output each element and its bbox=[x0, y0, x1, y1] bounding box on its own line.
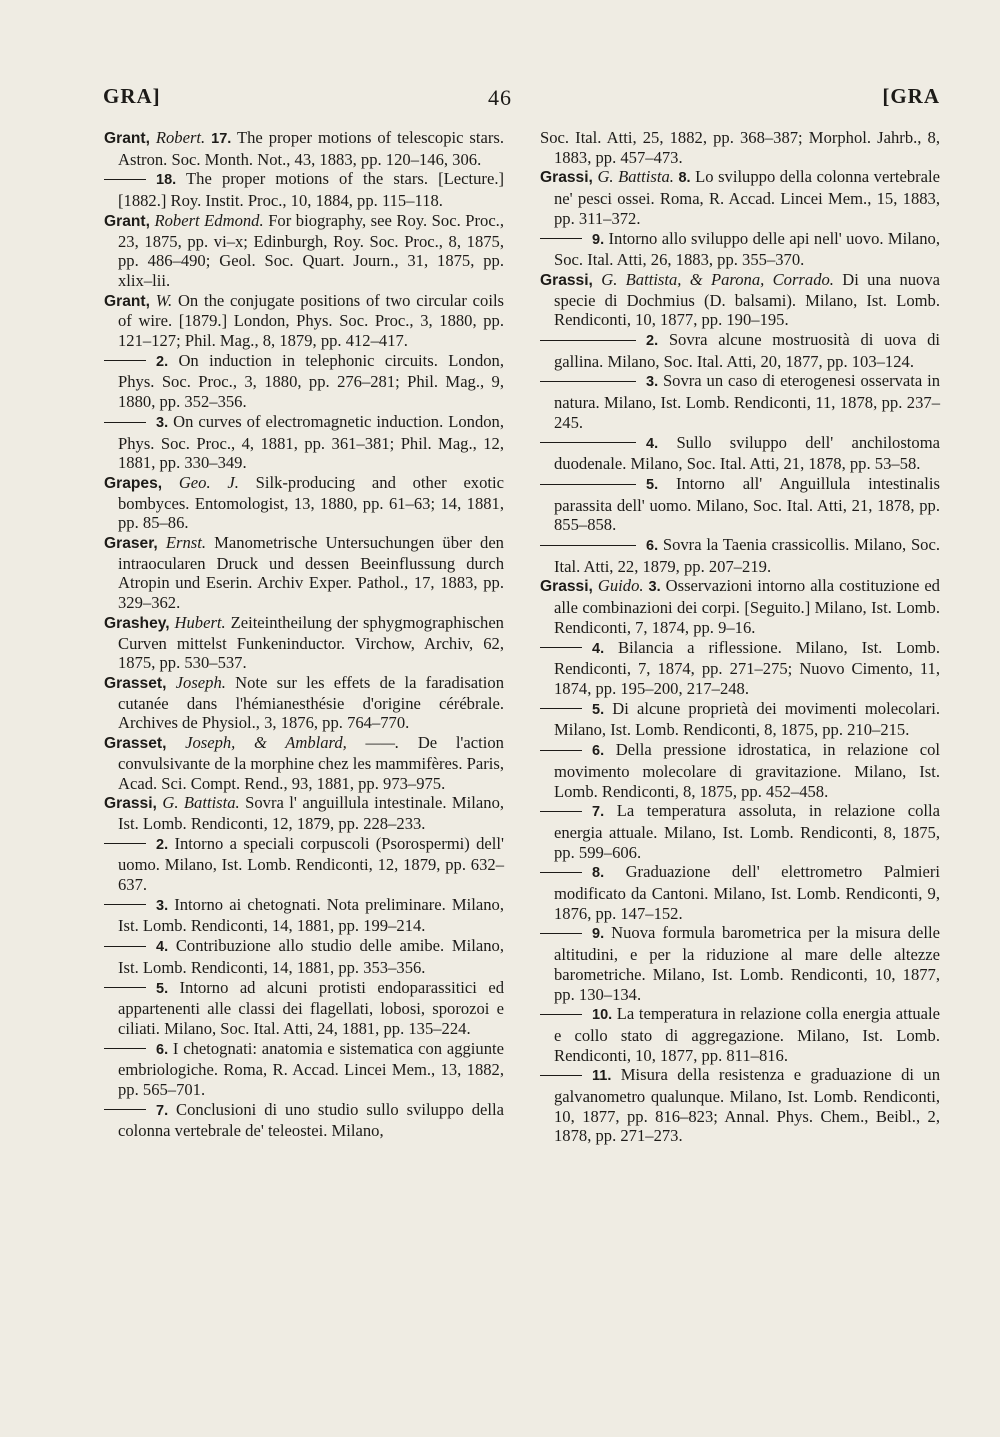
entry-text: Zeiteintheilung der sphygmographischen Curven mittelst Funkeninductor. Virchow, Archiv, 62, 1875, pp. 530–537. bbox=[118, 612, 504, 673]
entry-text: Intorno ad alcuni protisti endoparassitici ed appartenenti alle classi dei flagellati, lobosi, sporozoi e ciliati. Milano, Soc. Ital. Atti, 24, 1881, pp. 135–224. bbox=[118, 977, 504, 1038]
bibliography-entry bbox=[540, 740, 940, 801]
entry-text: Lo sviluppo della colonna vertebrale ne' pesci ossei. Roma, R. Accad. Lincei Mem., 15, 1883, pp. 311–372. bbox=[554, 167, 940, 228]
ditto-rule bbox=[540, 545, 636, 546]
bibliography-entry bbox=[104, 1039, 504, 1100]
ditto-rule bbox=[104, 422, 146, 423]
entry-text: Intorno a speciali corpuscoli (Psorospermi) dell' uomo. Milano, Ist. Lomb. Rendiconti, 12, 1879, pp. 632–637. bbox=[118, 833, 505, 895]
entry-author: Grant, bbox=[104, 130, 150, 147]
ditto-rule bbox=[540, 442, 636, 443]
running-head-left: GRA] bbox=[103, 84, 161, 108]
entry-number: 4. bbox=[156, 939, 169, 956]
ditto-rule bbox=[540, 484, 636, 485]
ditto-rule bbox=[104, 360, 146, 361]
entry-number: 6. bbox=[592, 743, 605, 760]
bibliography-entry bbox=[104, 169, 504, 210]
entry-number: 3. bbox=[156, 897, 169, 914]
entry-number: 17. bbox=[211, 131, 232, 147]
entry-given-name: Joseph. bbox=[175, 672, 226, 692]
entry-text: Manometrische Untersuchungen über den intraocularen Druck und dessen Beeinflussung durch Atropin und Eserin. Archiv Exper. Pathol., 17, 1883, pp. 329–362. bbox=[118, 533, 504, 613]
running-head-right: [GRA bbox=[882, 84, 940, 108]
entry-number: 5. bbox=[156, 980, 169, 997]
ditto-rule bbox=[540, 708, 582, 709]
bibliography-entry bbox=[540, 1065, 940, 1146]
ditto-rule bbox=[540, 340, 636, 341]
ditto-rule bbox=[540, 1014, 582, 1015]
entry-text: Misura della resistenza e graduazione di un galvanometro qualunque. Milano, Ist. Lomb. Rendiconti, 10, 1877, pp. 816–823; Annal. Phys. Chem., Beibl., 2, 1878, pp. 271–273. bbox=[554, 1065, 940, 1146]
bibliography-entry bbox=[104, 936, 504, 977]
entry-text: Della pressione idrostatica, in relazione col movimento molecolare di gravitazione. Milano, Ist. Lomb. Rendiconti, 8, 1875, pp. 452–458. bbox=[554, 740, 941, 801]
bibliography-entry bbox=[540, 862, 940, 923]
ditto-rule bbox=[104, 1109, 146, 1110]
bibliography-entry bbox=[104, 533, 504, 613]
entry-author: Grassi, bbox=[104, 795, 157, 813]
entry-text: On the conjugate positions of two circular coils of wire. [1879.] London, Phys. Soc. Proc., 3, 1880, pp. 121–127; Phil. Mag., 8, 1879, pp. 412–417. bbox=[118, 290, 505, 351]
bibliography-entry bbox=[540, 699, 940, 740]
bibliography-entry bbox=[104, 412, 504, 473]
entry-text: Graduazione dell' elettrometro Palmieri modificato da Cantoni. Milano, Ist. Lomb. Rendiconti, 9, 1876, pp. 147–152. bbox=[554, 862, 940, 923]
entry-number: 9. bbox=[592, 926, 605, 943]
entry-text: Intorno ai chetognati. Nota preliminare. Milano, Ist. Lomb. Rendiconti, 14, 1881, pp. 199–214. bbox=[118, 894, 504, 936]
bibliography-entry bbox=[540, 270, 940, 330]
entry-number: 2. bbox=[156, 836, 169, 853]
bibliography-entry bbox=[540, 638, 940, 699]
entry-number: 5. bbox=[646, 476, 659, 493]
entry-given-name: Joseph, & Amblard, ——. bbox=[185, 733, 400, 753]
entry-number: 2. bbox=[646, 333, 659, 350]
ditto-rule bbox=[540, 381, 636, 382]
entry-text: Di alcune proprietà dei movimenti molecolari. Milano, Ist. Lomb. Rendiconti, 8, 1875, pp. 210–215. bbox=[554, 698, 940, 740]
ditto-rule bbox=[540, 750, 582, 751]
entry-number: 2. bbox=[156, 353, 169, 370]
bibliography-entry bbox=[104, 128, 504, 169]
left-column bbox=[104, 128, 504, 1141]
bibliography-entry bbox=[540, 229, 940, 270]
entry-number: 4. bbox=[592, 640, 605, 657]
entry-given-name: Hubert. bbox=[174, 612, 226, 632]
entry-text: Nuova formula barometrica per la misura delle altitudini, e per la riduzione al mare delle altezze barometriche. Milano, Ist. Lomb. Rendiconti, 10, 1877, pp. 130–134. bbox=[554, 923, 940, 1004]
ditto-rule bbox=[104, 946, 146, 947]
entry-number: 11. bbox=[592, 1068, 612, 1085]
entry-text: Soc. Ital. Atti, 25, 1882, pp. 368–387; Morphol. Jahrb., 8, 1883, pp. 457–473. bbox=[540, 128, 940, 167]
entry-author: Grassi, bbox=[540, 578, 593, 596]
bibliography-entry bbox=[104, 793, 504, 833]
bibliography-entry bbox=[104, 733, 504, 793]
bibliography-entry bbox=[540, 128, 940, 167]
entry-text: La temperatura assoluta, in relazione colla energia attuale. Milano, Ist. Lomb. Rendiconti, 8, 1875, pp. 599–606. bbox=[554, 801, 940, 862]
entry-text: Sullo sviluppo dell' anchilostoma duodenale. Milano, Soc. Ital. Atti, 21, 1878, pp. 53–58. bbox=[554, 432, 940, 474]
entry-number: 7. bbox=[592, 804, 605, 821]
entry-author: Grapes, bbox=[104, 474, 163, 492]
bibliography-entry bbox=[540, 371, 940, 432]
entry-number: 18. bbox=[156, 172, 177, 189]
entry-text: Intorno allo sviluppo delle api nell' uovo. Milano, Soc. Ital. Atti, 26, 1883, pp. 355–370. bbox=[554, 228, 940, 270]
entry-text: On curves of electromagnetic induction. London, Phys. Soc. Proc., 4, 1881, pp. 361–381; Phil. Mag., 12, 1881, pp. 330–349. bbox=[118, 411, 504, 473]
entry-text: Osservazioni intorno alla costituzione ed alle combinazioni dei corpi. [Seguito.] Milano, Ist. Lomb. Rendiconti, 7, 1874, pp. 9–16. bbox=[554, 576, 940, 637]
ditto-rule bbox=[540, 647, 582, 648]
entry-number: 7. bbox=[156, 1102, 169, 1119]
entry-given-name: G. Battista, & Parona, Corrado. bbox=[601, 269, 834, 289]
entry-number: 3. bbox=[646, 374, 659, 391]
bibliography-entry bbox=[540, 535, 940, 576]
bibliography-entry bbox=[104, 291, 504, 351]
entry-given-name: Robert Edmond. bbox=[154, 210, 264, 230]
ditto-rule bbox=[104, 987, 146, 988]
entry-text: Conclusioni di uno studio sullo sviluppo della colonna vertebrale de' teleostei. Milano, bbox=[118, 1099, 504, 1141]
entry-text: La temperatura in relazione colla energia attuale e collo stato di aggregazione. Milano, Ist. Lomb. Rendiconti, 10, 1877, pp. 811–816. bbox=[554, 1004, 940, 1065]
entry-text: Sovra la Taenia crassicollis. Milano, Soc. Ital. Atti, 22, 1879, pp. 207–219. bbox=[554, 535, 940, 576]
entry-text: The proper motions of telescopic stars. Astron. Soc. Month. Not., 43, 1883, pp. 120–146, 306. bbox=[118, 128, 504, 169]
entry-given-name: Guido. bbox=[597, 576, 644, 596]
entry-text: Intorno all' Anguillula intestinalis parassita dell' uomo. Milano, Soc. Ital. Atti, 21, 1878, pp. 855–858. bbox=[554, 473, 940, 535]
bibliography-entry bbox=[540, 923, 940, 1004]
ditto-rule bbox=[540, 811, 582, 812]
bibliography-entry bbox=[104, 978, 504, 1039]
bibliography-entry bbox=[540, 330, 940, 371]
entry-text: Contribuzione allo studio delle amibe. Milano, Ist. Lomb. Rendiconti, 14, 1881, pp. 353–356. bbox=[118, 936, 504, 977]
ditto-rule bbox=[540, 1075, 582, 1076]
entry-author: Grasset, bbox=[104, 735, 167, 753]
entry-number: 6. bbox=[156, 1041, 169, 1058]
entry-text: Sovra alcune mostruosità di uova di gallina. Milano, Soc. Ital. Atti, 20, 1877, pp. 103–124. bbox=[554, 330, 940, 371]
entry-author: Grasset, bbox=[104, 674, 167, 692]
right-column bbox=[540, 128, 940, 1146]
ditto-rule bbox=[540, 238, 582, 239]
entry-text: De l'action convulsivante de la morphine chez les mammifères. Paris, Acad. Sci. Compt. Rend., 93, 1881, pp. 973–975. bbox=[118, 733, 504, 793]
bibliography-entry bbox=[540, 474, 940, 535]
bibliography-entry bbox=[104, 211, 504, 291]
entry-text: The proper motions of the stars. [Lecture.] [1882.] Roy. Instit. Proc., 10, 1884, pp. 115–118. bbox=[118, 169, 505, 211]
entry-text: Di una nuova specie di Dochmius (D. balsami). Milano, Ist. Lomb. Rendiconti, 10, 1877, pp. 190–195. bbox=[554, 269, 941, 330]
entry-text: Bilancia a riflessione. Milano, Ist. Lomb. Rendiconti, 7, 1874, pp. 271–275; Nuovo Cimento, 11, 1874, pp. 195–200, 217–248. bbox=[554, 637, 941, 698]
entry-given-name: G. Battista. bbox=[597, 167, 674, 187]
ditto-rule bbox=[104, 179, 146, 180]
entry-given-name: Geo. J. bbox=[178, 472, 239, 492]
ditto-rule bbox=[104, 1048, 146, 1049]
entry-number: 9. bbox=[592, 231, 605, 248]
bibliography-entry bbox=[540, 1004, 940, 1065]
entry-number: 8. bbox=[592, 865, 605, 882]
entry-author: Grant, bbox=[104, 212, 150, 230]
bibliography-entry bbox=[104, 1100, 504, 1141]
ditto-rule bbox=[104, 904, 146, 905]
bibliography-entry bbox=[540, 801, 940, 862]
bibliography-entry bbox=[540, 433, 940, 474]
entry-given-name: W. bbox=[155, 290, 173, 310]
entry-number: 3. bbox=[648, 579, 661, 596]
bibliography-entry bbox=[104, 834, 504, 895]
entry-number: 6. bbox=[646, 538, 659, 555]
entry-author: Grassi, bbox=[540, 169, 593, 187]
entry-text: On induction in telephonic circuits. London, Phys. Soc. Proc., 3, 1880, pp. 276–281; Phil. Mag., 9, 1880, pp. 352–356. bbox=[118, 350, 504, 412]
bibliography-entry bbox=[104, 473, 504, 533]
entry-number: 8. bbox=[678, 170, 691, 187]
entry-given-name: Robert. bbox=[155, 128, 206, 147]
ditto-rule bbox=[540, 933, 582, 934]
entry-text: Note sur les effets de la faradisation cutanée dans l'hémianesthésie d'origine cérébrale. Archives de Physiol., 3, 1876, pp. 764–770. bbox=[118, 672, 504, 733]
entry-author: Grassi, bbox=[540, 271, 593, 289]
entry-author: Graser, bbox=[104, 535, 158, 553]
bibliography-entry bbox=[540, 167, 940, 228]
entry-number: 4. bbox=[646, 435, 659, 452]
entry-author: Grashey, bbox=[104, 614, 170, 632]
bibliography-entry bbox=[540, 576, 940, 637]
entry-given-name: Ernst. bbox=[165, 533, 207, 553]
entry-number: 10. bbox=[592, 1007, 613, 1024]
page-number: 46 bbox=[488, 85, 512, 110]
entry-text: For biography, see Roy. Soc. Proc., 23, 1875, pp. vi–x; Edinburgh, Roy. Soc. Proc., 8, 1875, pp. 486–490; Geol. Soc. Quart. Journ., 31, 1875, pp. xlix–lii. bbox=[118, 210, 504, 290]
entry-text: I chetognati: anatomia e sistematica con aggiunte embriologiche. Roma, R. Accad. Lincei Mem., 13, 1882, pp. 565–701. bbox=[118, 1038, 504, 1100]
ditto-rule bbox=[104, 843, 146, 844]
bibliography-entry bbox=[104, 613, 504, 673]
bibliography-entry bbox=[104, 351, 504, 412]
entry-number: 3. bbox=[156, 414, 169, 431]
bibliography-entry bbox=[104, 895, 504, 936]
entry-text: Sovra l' anguillula intestinale. Milano, Ist. Lomb. Rendiconti, 12, 1879, pp. 228–233. bbox=[118, 793, 505, 833]
ditto-rule bbox=[540, 872, 582, 873]
entry-given-name: G. Battista. bbox=[162, 793, 240, 813]
bibliography-entry bbox=[104, 673, 504, 733]
entry-text: Silk-producing and other exotic bombyces. Entomologist, 13, 1880, pp. 61–63; 14, 1881, pp. 85–86. bbox=[118, 472, 504, 533]
entry-text: Sovra un caso di eterogenesi osservata in natura. Milano, Ist. Lomb. Rendiconti, 11, 1878, pp. 237–245. bbox=[554, 371, 940, 432]
entry-author: Grant, bbox=[104, 292, 150, 310]
entry-number: 5. bbox=[592, 701, 605, 718]
